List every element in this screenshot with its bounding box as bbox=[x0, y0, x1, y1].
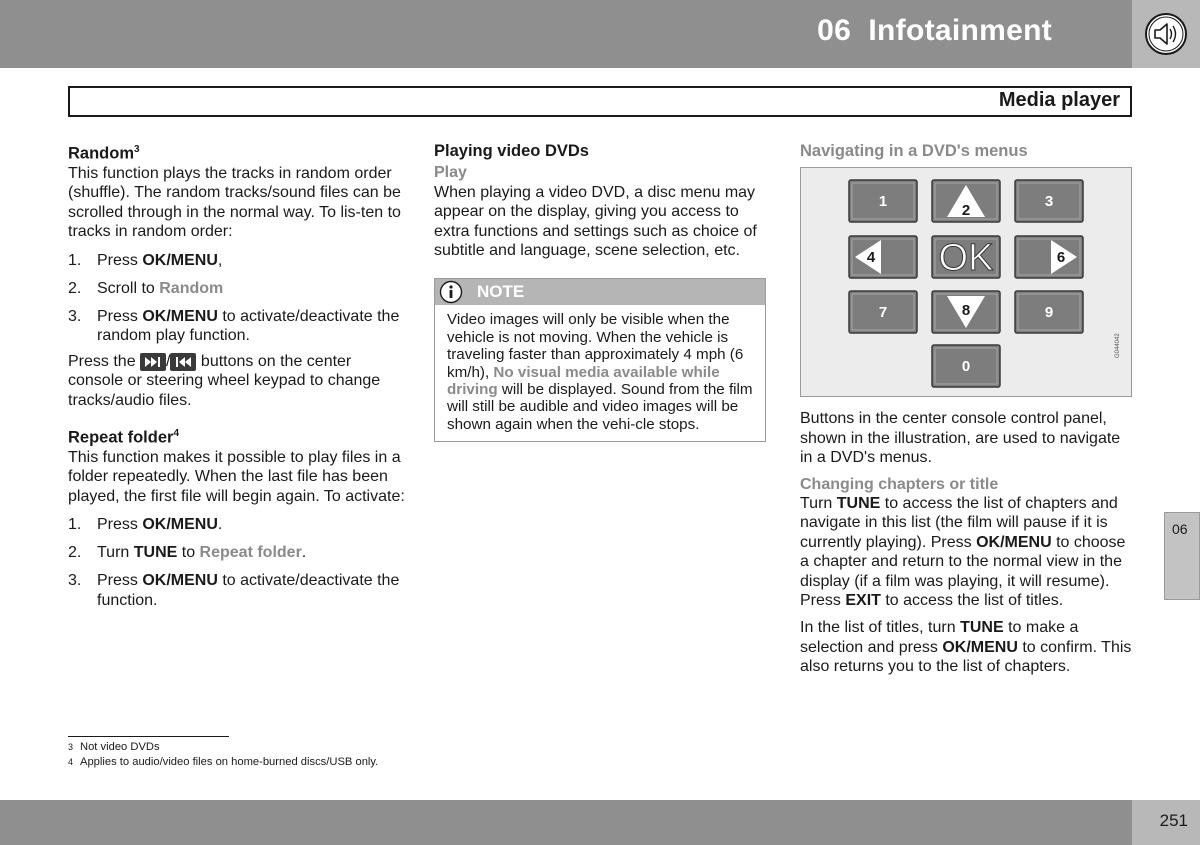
repeat-steps bbox=[68, 515, 408, 610]
list-item: 3. Press OK/MENU to activate/deactivate the random play function. bbox=[68, 307, 400, 344]
chapters-paragraph-2: In the list of titles, turn TUNE to make a selection and press OK/MENU to confirm. This also returns you to the list of chapters. bbox=[800, 619, 1132, 676]
column-3 bbox=[800, 140, 1132, 677]
side-tab-label: 06 bbox=[1172, 521, 1188, 537]
speaker-icon bbox=[1144, 12, 1188, 56]
column-2 bbox=[434, 140, 770, 442]
list-item: 2. Turn TUNE to Repeat folder. bbox=[68, 544, 307, 562]
footnote-ref-3: 3 bbox=[134, 144, 140, 155]
keypad-key-7 bbox=[849, 291, 917, 333]
random-steps bbox=[68, 251, 408, 346]
list-item: 2. Scroll to Random bbox=[68, 279, 224, 297]
keypad-key-label: OK bbox=[938, 237, 994, 280]
chapter-name: Infotainment bbox=[868, 14, 1052, 47]
info-icon bbox=[439, 280, 463, 304]
page-number-box bbox=[1132, 800, 1200, 845]
keypad-key-label: 6 bbox=[1056, 249, 1066, 267]
play-description: When playing a video DVD, a disc menu may appear on the display, giving you access to extra functions and settings such as choice of subtitle and language, scene selection, etc. bbox=[434, 183, 757, 260]
keypad-key-0 bbox=[932, 345, 1000, 387]
playing-video-dvds-heading: Playing video DVDs bbox=[434, 142, 589, 160]
footnote-divider bbox=[68, 736, 229, 737]
chapter-side-tab bbox=[1164, 512, 1200, 600]
note-label: NOTE bbox=[477, 282, 525, 302]
keypad-key-label: 7 bbox=[878, 304, 888, 322]
chapter-title bbox=[817, 14, 1052, 48]
keypad-svg bbox=[801, 168, 1131, 396]
column-1 bbox=[68, 140, 408, 619]
header-bar bbox=[0, 0, 1132, 68]
keypad-key-label: 3 bbox=[1044, 193, 1054, 211]
footnote: 4 Applies to audio/video files on home-burned discs/USB only. bbox=[68, 755, 379, 768]
list-item: 3. Press OK/MENU to activate/deactivate the function. bbox=[68, 572, 400, 609]
image-code: G044042 bbox=[1115, 333, 1121, 359]
footnote: 3 Not video DVDs bbox=[68, 741, 160, 753]
dvd-menus-heading: Navigating in a DVD's menus bbox=[800, 142, 1028, 160]
footnotes bbox=[68, 740, 378, 769]
header-icon-box bbox=[1132, 0, 1200, 68]
footnote-ref-4: 4 bbox=[173, 428, 179, 440]
keypad-key-3 bbox=[1015, 180, 1083, 222]
chapter-number: 06 bbox=[817, 14, 852, 47]
section-title-box bbox=[68, 86, 1132, 117]
keypad-key-label: 4 bbox=[866, 249, 876, 267]
keypad-key-label: 8 bbox=[961, 302, 971, 320]
note-header bbox=[435, 279, 765, 305]
track-change-text: Press the / buttons on the center console or steering wheel keypad to change tracks/audio files. bbox=[68, 352, 381, 409]
repeat-folder-description: This function makes it possible to play files in a folder repeatedly. When the last file has been played, the first file will begin again. To activate: bbox=[68, 449, 405, 505]
keypad-caption: Buttons in the center console control panel, shown in the illustration, are used to navigate in a DVD's menus. bbox=[800, 410, 1121, 467]
random-heading: Random$^3$ bbox=[68, 144, 140, 163]
page-number: 251 bbox=[1159, 811, 1188, 830]
keypad-key-label: 1 bbox=[878, 193, 888, 211]
keypad-key-9 bbox=[1015, 291, 1083, 333]
list-item: 1. Press OK/MENU. bbox=[68, 516, 223, 534]
keypad-key-2 bbox=[932, 180, 1000, 222]
keypad-key-1 bbox=[849, 180, 917, 222]
changing-chapters-heading: Changing chapters or title bbox=[800, 475, 999, 493]
keypad-key-label: 0 bbox=[961, 358, 971, 376]
footer-bar bbox=[0, 800, 1132, 845]
play-subheading: Play bbox=[434, 164, 467, 182]
next-track-icon bbox=[140, 353, 166, 371]
keypad-illustration bbox=[800, 167, 1132, 397]
list-item: 1. Press OK/MENU, bbox=[68, 251, 223, 269]
keypad-key-label: 9 bbox=[1044, 304, 1054, 322]
repeat-folder-heading: Repeat folder$^4$ bbox=[68, 428, 179, 447]
keypad-key-8 bbox=[932, 291, 1000, 333]
note-text: Video images will only be visible when the vehicle is not moving. When the vehicle is traveling faster than approximately 4 mph (6 km/h), No visual media available while driving will be displayed. Sound from the film will still be audible and video images will be shown again when the vehi-cle stops. bbox=[447, 311, 753, 433]
keypad-key-4 bbox=[849, 236, 917, 278]
random-description: This function plays the tracks in random order (shuffle). The random tracks/sound files can be scrolled through in the normal way. To lis-ten to tracks in random order: bbox=[68, 164, 401, 241]
chapters-paragraph-1: Turn TUNE to access the list of chapters and navigate in this list (the film will pause if it is currently playing). Press OK/MENU to choose a chapter and return to the normal view in the display (if a film was playing, it will resume). Press EXIT to access the list of titles. bbox=[800, 495, 1126, 610]
keypad-key-6 bbox=[1015, 236, 1083, 278]
keypad-key-ok bbox=[932, 236, 1000, 279]
section-title: Media player bbox=[998, 89, 1120, 111]
keypad-key-label: 2 bbox=[961, 202, 971, 220]
previous-track-icon bbox=[170, 353, 196, 371]
note-box bbox=[434, 278, 766, 442]
